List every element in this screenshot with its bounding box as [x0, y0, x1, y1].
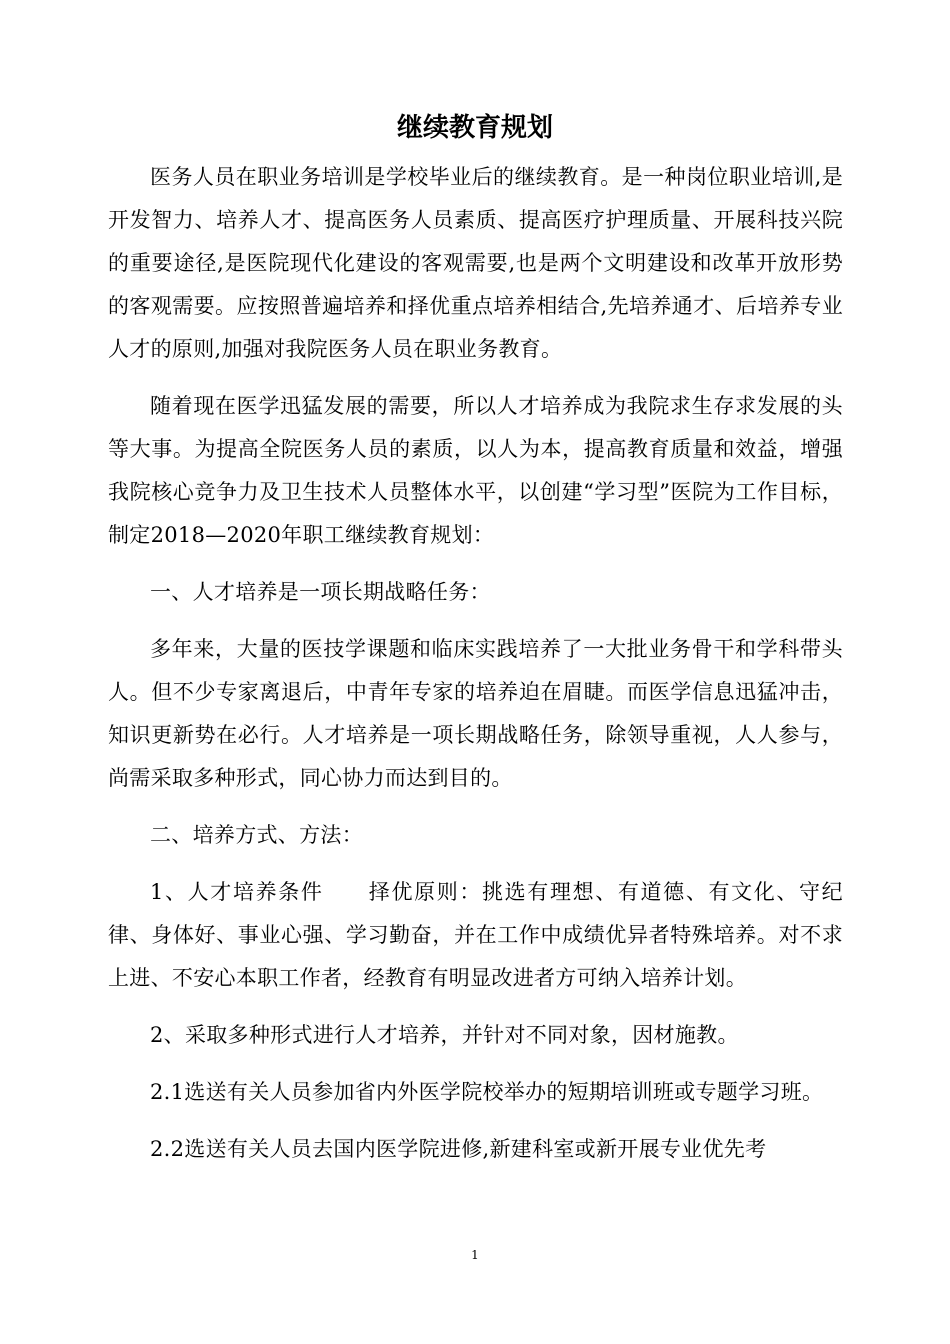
- document-body: [108, 156, 843, 1185]
- paragraph-item-2: 2、采取多种形式进行人才培养，并针对不同对象，因材施教。: [150, 1023, 739, 1047]
- paragraph-item-2-2: 2.2选送有关人员去国内医学院进修,新建科室或新开展专业优先考: [150, 1137, 767, 1161]
- paragraph-intro: 医务人员在职业务培训是学校毕业后的继续教育。是一种岗位职业培训,是开发智力、培养人才、提高医务人员素质、提高医疗护理质量、开展科技兴院的重要途径,是医院现代化建设的客观需要,也是两个文明建设和改革开放形势的客观需要。应按照普遍培养和择优重点培养相结合,先培养通才、后培养专业人才的原则,加强对我院医务人员在职业务教育。: [108, 165, 843, 361]
- page-number: 1: [471, 1248, 479, 1262]
- paragraph-item-1: 1、人才培养条件 择优原则：挑选有理想、有道德、有文化、守纪律、身体好、事业心强、学习勤奋，并在工作中成绩优异者特殊培养。对不求上进、不安心本职工作者，经教育有明显改进者方可纳入培养计划。: [108, 880, 843, 990]
- section-heading-2: 二、培养方式、方法：: [150, 823, 363, 847]
- paragraph-item-2-1: 2.1选送有关人员参加省内外医学院校举办的短期培训班或专题学习班。: [150, 1080, 824, 1104]
- document-title: 继续教育规划: [396, 113, 553, 143]
- paragraph-section-1: 多年来，大量的医技学课题和临床实践培养了一大批业务骨干和学科带头人。但不少专家离退后，中青年专家的培养迫在眉睫。而医学信息迅猛冲击，知识更新势在必行。人才培养是一项长期战略任务，除领导重视，人人参与，尚需采取多种形式，同心协力而达到目的。: [108, 637, 843, 790]
- section-heading-1: 一、人才培养是一项长期战略任务：: [150, 580, 491, 604]
- paragraph-background: 随着现在医学迅猛发展的需要，所以人才培养成为我院求生存求发展的头等大事。为提高全院医务人员的素质，以人为本，提高教育质量和效益，增强我院核心竞争力及卫生技术人员整体水平，以创建“学习型”医院为工作目标，制定2018—2020年职工继续教育规划：: [108, 394, 843, 547]
